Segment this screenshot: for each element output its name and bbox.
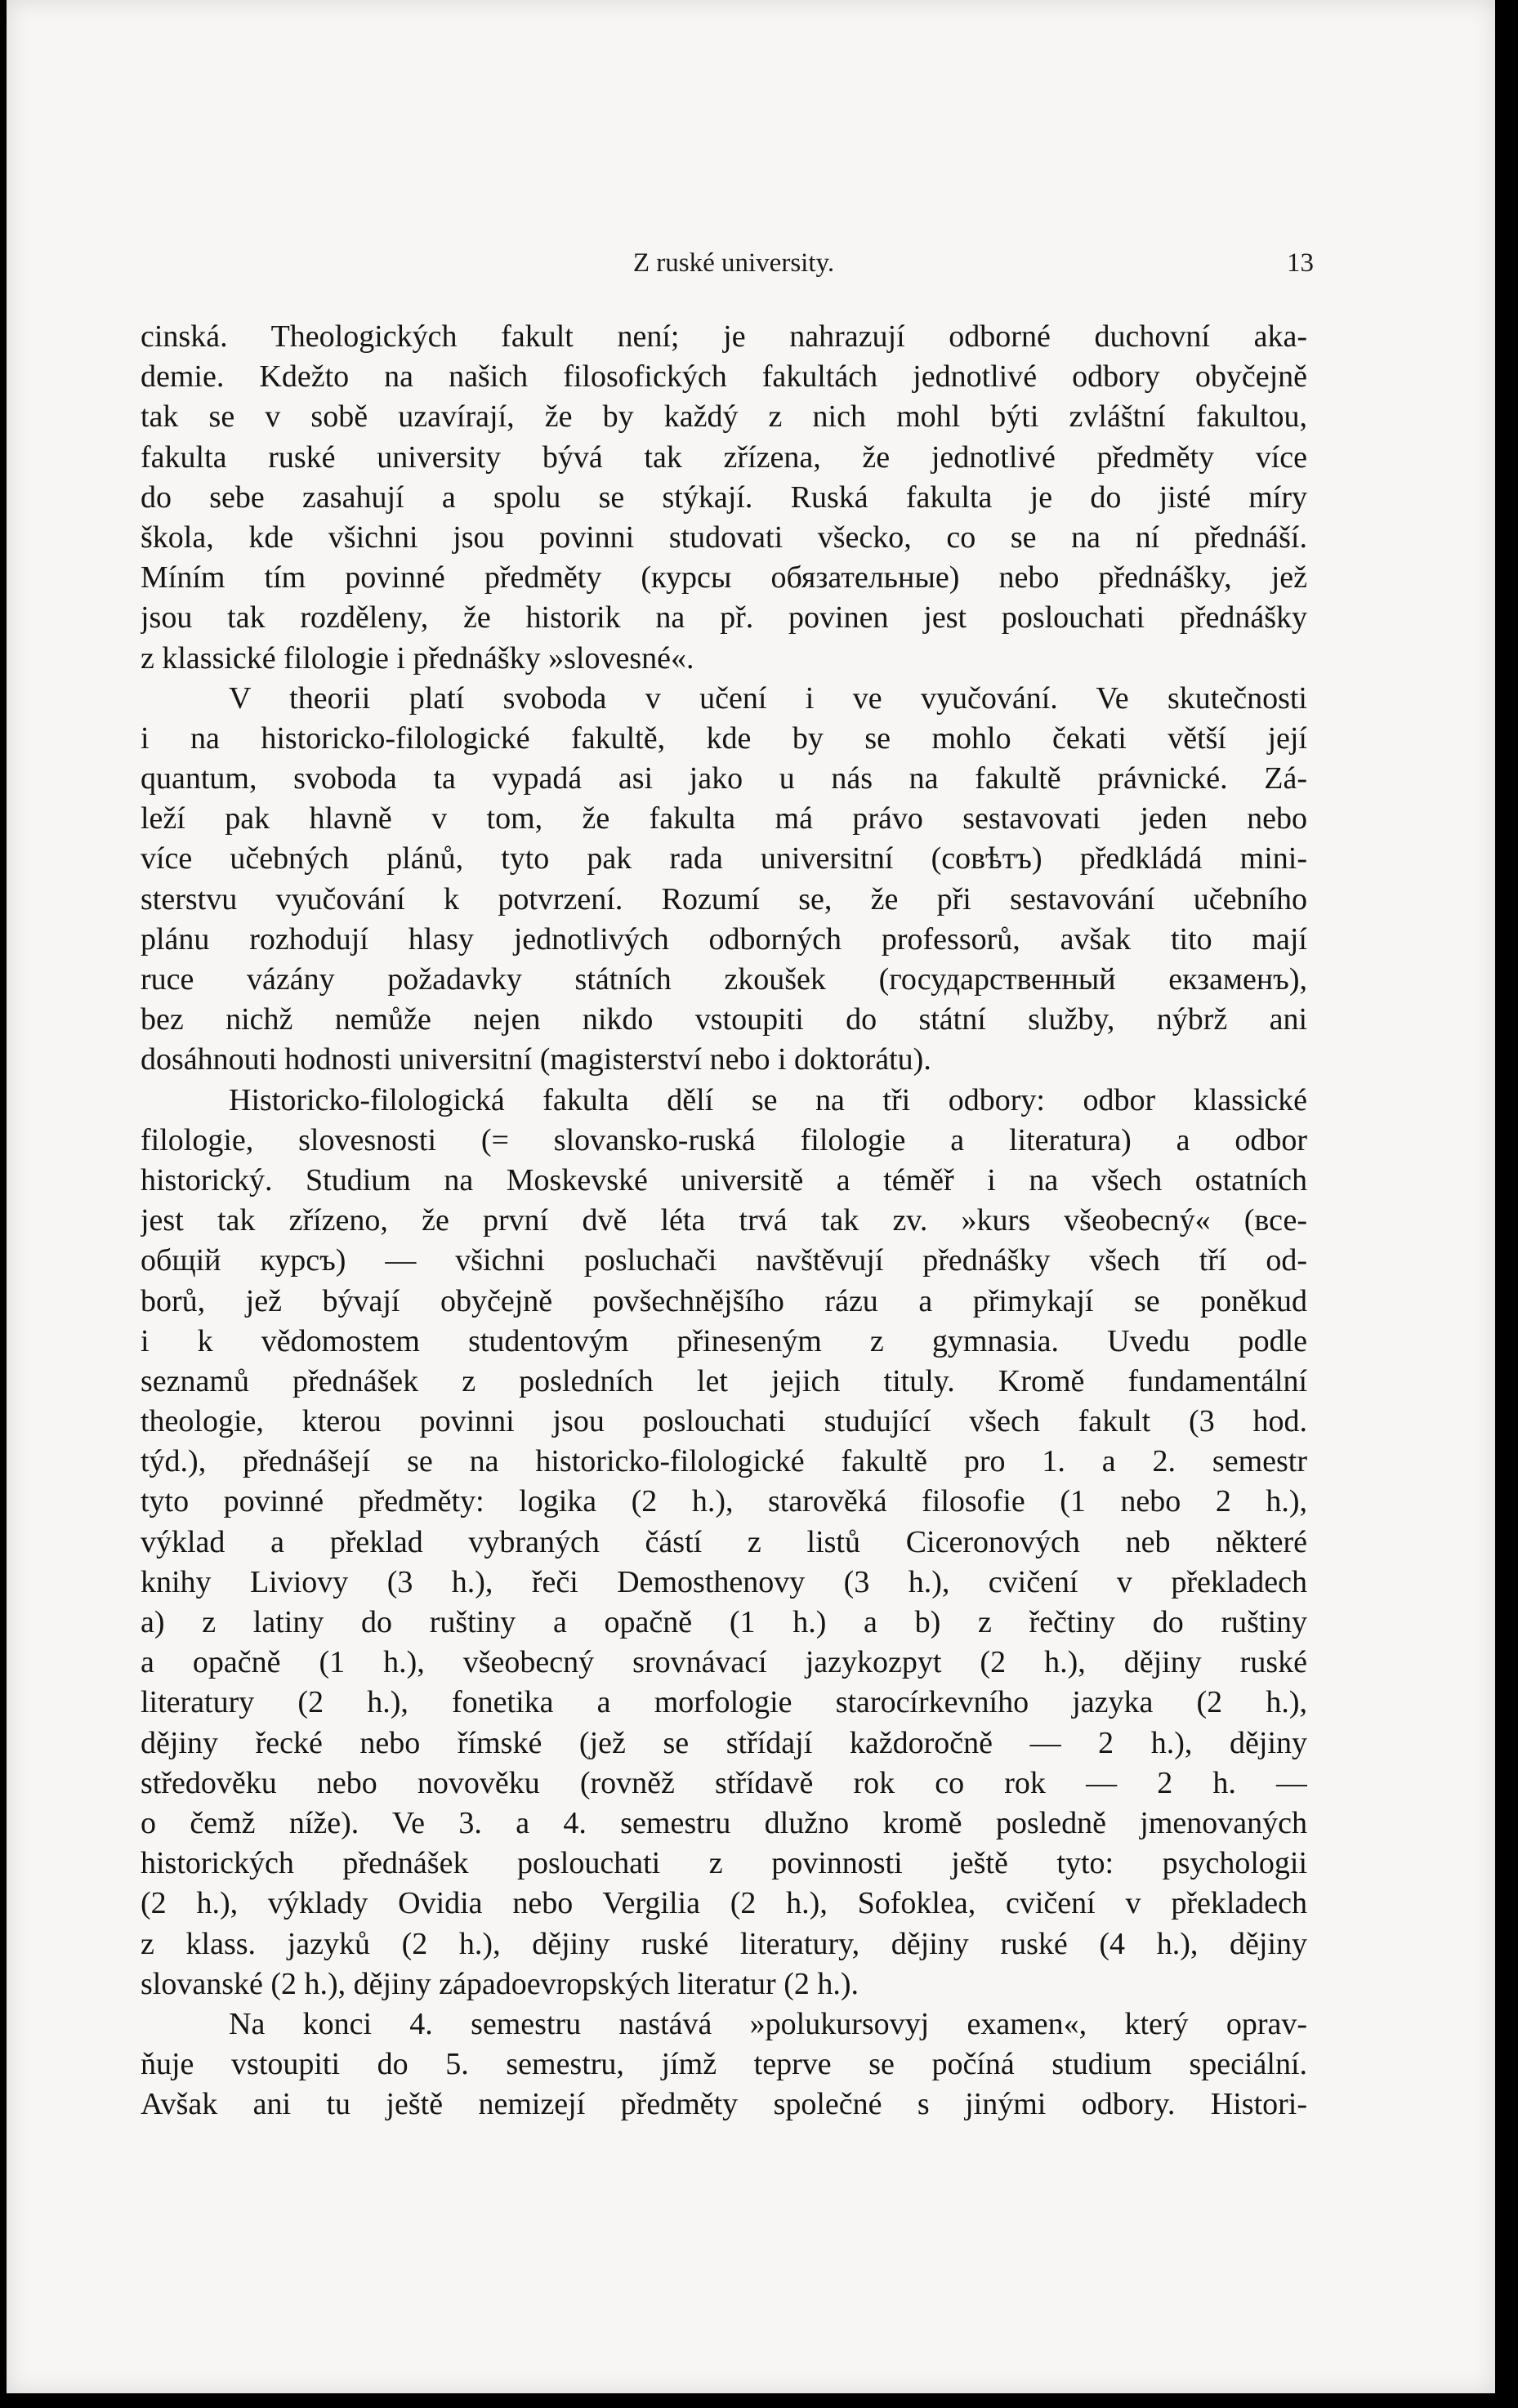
text-line: общій курсъ) — všichni posluchači navštěvují přednášky všech tří od- [141, 1243, 1307, 1278]
text-line: tak se v sobě uzavírají, že by každý z nich mohl býti zvláštní fakultou, [141, 399, 1307, 435]
text-line: Avšak ani tu ještě nemizejí předměty společné s jinými odbory. Histori- [141, 2087, 1307, 2122]
text-line: a opačně (1 h.), všeobecný srovnávací jazykozpyt (2 h.), dějiny ruské [141, 1645, 1307, 1680]
text-line: cinská. Theologických fakult není; je nahrazují odborné duchovní aka- [141, 319, 1307, 354]
text-line: do sebe zasahují a spolu se stýkají. Ruská fakulta je do jisté míry [141, 479, 1307, 515]
text-line: jest tak zřízeno, že první dvě léta trvá tak zv. »kurs všeobecný« (все- [141, 1203, 1307, 1238]
text-line: týd.), přednášejí se na historicko-filologické fakultě pro 1. a 2. semestr [141, 1444, 1307, 1479]
text-line: více učebných plánů, tyto pak rada universitní (совѣтъ) předkládá mini- [141, 841, 1307, 876]
running-title: Z ruské university. [632, 248, 835, 278]
text-line: z klassické filologie i přednášky »slovesné«. [141, 640, 694, 676]
text-line: knihy Liviovy (3 h.), řeči Demosthenovy (3 h.), cvičení v překladech [141, 1564, 1307, 1599]
text-line: středověku nebo novověku (rovněž střídavě rok co rok — 2 h. — [141, 1765, 1307, 1800]
book-page [7, 0, 1495, 2393]
text-line: dějiny řecké nebo římské (jež se střídají každoročně — 2 h.), dějiny [141, 1725, 1307, 1760]
text-line: theologie, kterou povinni jsou poslouchati studující všech fakult (3 hod. [141, 1404, 1307, 1439]
text-line: filologie, slovesnosti (= slovansko-ruská filologie a literatura) a odbor [141, 1122, 1307, 1157]
text-line: historický. Studium na Moskevské universitě a téměř i na všech ostatních [141, 1162, 1307, 1197]
text-line: leží pak hlavně v tom, že fakulta má právo sestavovati jeden nebo [141, 801, 1307, 836]
text-line: (2 h.), výklady Ovidia nebo Vergilia (2 h.), Sofoklea, cvičení v překladech [141, 1886, 1307, 1921]
text-line: tyto povinné předměty: logika (2 h.), starověká filosofie (1 nebo 2 h.), [141, 1484, 1307, 1519]
text-line: i k vědomostem studentovým přineseným z gymnasia. Uvedu podle [141, 1323, 1307, 1358]
text-line: sterstvu vyučování k potvrzení. Rozumí se, že při sestavování učebního [141, 881, 1307, 916]
text-line: ruce vázány požadavky státních zkoušek (государственный екзаменъ), [141, 962, 1307, 997]
text-line: dosáhnouti hodnosti universitní (magisterství nebo i doktorátu). [141, 1042, 931, 1077]
text-line: a) z latiny do ruštiny a opačně (1 h.) a b) z řečtiny do ruštiny [141, 1605, 1307, 1639]
text-line: z klass. jazyků (2 h.), dějiny ruské literatury, dějiny ruské (4 h.), dějiny [141, 1926, 1307, 1961]
text-line: slovanské (2 h.), dějiny západoevropských literatur (2 h.). [141, 1966, 859, 2001]
text-line: bez nichž nemůže nejen nikdo vstoupiti do státní služby, nýbrž ani [141, 1002, 1307, 1037]
page-number: 13 [1287, 248, 1314, 278]
body-text [141, 317, 1307, 2125]
text-line: Míním tím povinné předměty (курсы обязательные) nebo přednášky, jež [141, 560, 1307, 595]
text-line: škola, kde všichni jsou povinni studovati všecko, co se na ní přednáší. [141, 520, 1307, 555]
text-line: Historicko-filologická fakulta dělí se na tři odbory: odbor klassické [229, 1082, 1307, 1117]
text-line: výklad a překlad vybraných částí z listů Ciceronových neb některé [141, 1524, 1307, 1559]
text-line: borů, jež bývají obyčejně povšechnějšího rázu a přimykají se poněkud [141, 1283, 1307, 1318]
text-line: demie. Kdežto na našich filosofických fakultách jednotlivé odbory obyčejně [141, 359, 1307, 395]
text-line: literatury (2 h.), fonetika a morfologie starocírkevního jazyka (2 h.), [141, 1685, 1307, 1720]
text-line: V theorii platí svoboda v učení i ve vyučování. Ve skutečnosti [229, 680, 1307, 716]
text-line: historických přednášek poslouchati z povinnosti ještě tyto: psychologii [141, 1846, 1307, 1881]
text-line: ňuje vstoupiti do 5. semestru, jímž teprve se počíná studium speciální. [141, 2047, 1307, 2082]
text-line: seznamů přednášek z posledních let jejich tituly. Kromě fundamentální [141, 1363, 1307, 1398]
text-line: Na konci 4. semestru nastává »polukursovyj examen«, který oprav- [229, 2006, 1307, 2041]
text-line: quantum, svoboda ta vypadá asi jako u nás na fakultě právnické. Zá- [141, 761, 1307, 796]
text-line: jsou tak rozděleny, že historik na př. povinen jest poslouchati přednášky [141, 600, 1307, 635]
text-line: fakulta ruské university bývá tak zřízena, že jednotlivé předměty více [141, 439, 1307, 475]
text-line: plánu rozhodují hlasy jednotlivých odborných professorů, avšak tito mají [141, 921, 1307, 957]
running-header [154, 248, 1314, 281]
text-line: i na historicko-filologické fakultě, kde by se mohlo čekati větší její [141, 720, 1307, 756]
text-line: o čemž níže). Ve 3. a 4. semestru dlužno kromě posledně jmenovaných [141, 1805, 1307, 1840]
